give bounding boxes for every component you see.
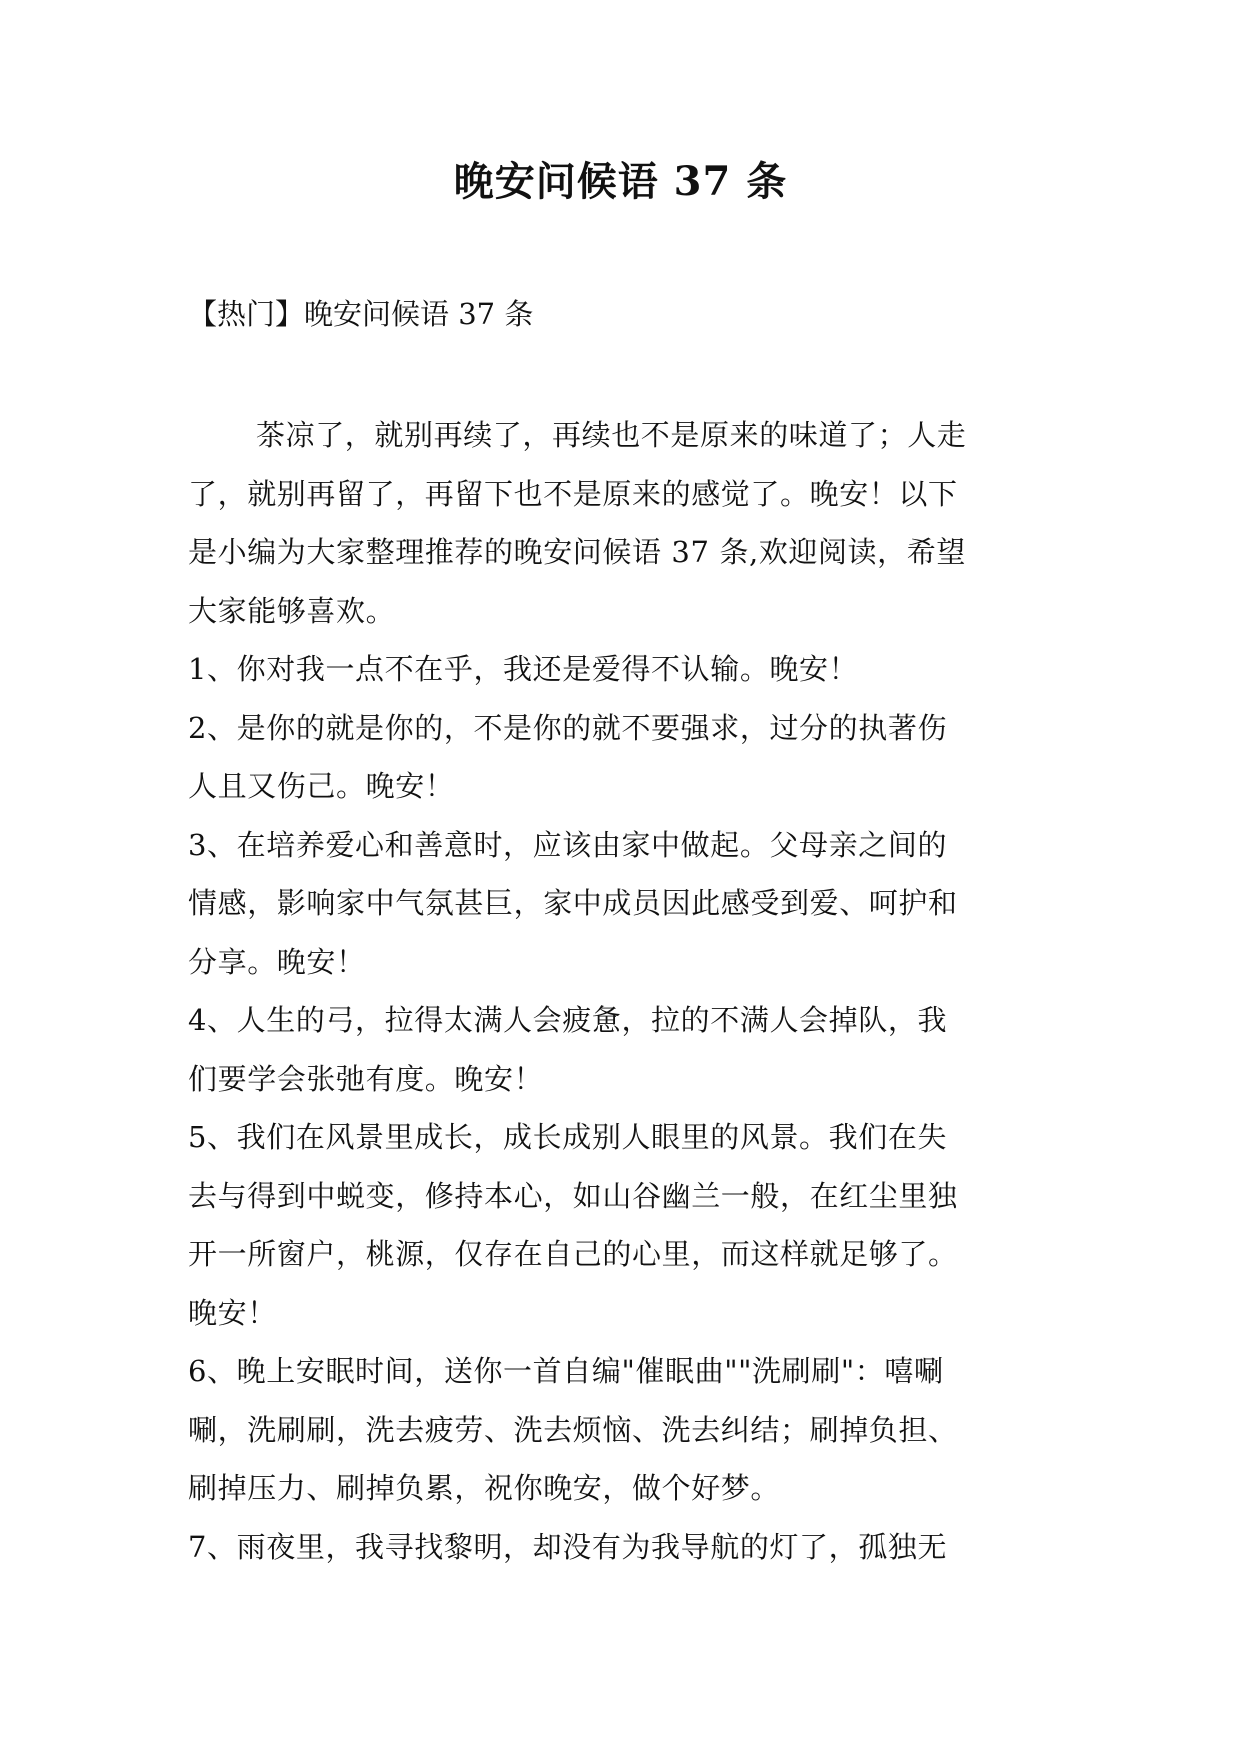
paragraph-line: 开一所窗户，桃源，仅存在自己的心里，而这样就足够了。 <box>188 1237 958 1271</box>
paragraph-line: 去与得到中蜕变，修持本心，如山谷幽兰一般，在红尘里独 <box>188 1178 958 1213</box>
paragraph-line: 唰，洗刷刷，洗去疲劳、洗去烦恼、洗去纠结；刷掉负担、 <box>188 1412 958 1447</box>
paragraph-line: 人且又伤己。晚安！ <box>188 769 455 803</box>
paragraph-line: 茶凉了，就别再续了，再续也不是原来的味道了；人走 <box>256 418 967 452</box>
paragraph-line: 是小编为大家整理推荐的晚安问候语 37 条,欢迎阅读，希望 <box>188 535 966 569</box>
paragraph-line: 4、人生的弓，拉得太满人会疲惫，拉的不满人会掉队，我 <box>188 1003 948 1037</box>
document-subtitle: 【热门】晚安问候语 37 条 <box>188 297 534 331</box>
paragraph-line: 大家能够喜欢。 <box>188 593 396 628</box>
paragraph-line: 刷掉压力、刷掉负累，祝你晚安，做个好梦。 <box>188 1471 781 1505</box>
paragraph-line: 了，就别再留了，再留下也不是原来的感觉了。晚安！以下 <box>188 476 958 511</box>
paragraph-line: 5、我们在风景里成长，成长成别人眼里的风景。我们在失 <box>188 1120 948 1154</box>
paragraph-line: 晚安！ <box>188 1295 277 1330</box>
paragraph-line: 3、在培养爱心和善意时，应该由家中做起。父母亲之间的 <box>188 827 948 862</box>
paragraph-line: 情感，影响家中气氛甚巨，家中成员因此感受到爱、呵护和 <box>188 886 958 920</box>
paragraph-line: 们要学会张弛有度。晚安！ <box>188 1061 544 1096</box>
paragraph-line: 6、晚上安眠时间，送你一首自编"催眠曲""洗刷刷"：嘻唰 <box>188 1354 944 1388</box>
document-title: 晚安问候语 37 条 <box>453 158 788 205</box>
paragraph-line: 2、是你的就是你的，不是你的就不要强求，过分的执著伤 <box>188 710 948 745</box>
paragraph-line: 分享。晚安！ <box>188 944 366 979</box>
document-body <box>188 406 1188 1576</box>
paragraph-line: 1、你对我一点不在乎，我还是爱得不认输。晚安！ <box>188 652 859 686</box>
paragraph-line: 7、雨夜里，我寻找黎明，却没有为我导航的灯了，孤独无 <box>188 1529 948 1564</box>
